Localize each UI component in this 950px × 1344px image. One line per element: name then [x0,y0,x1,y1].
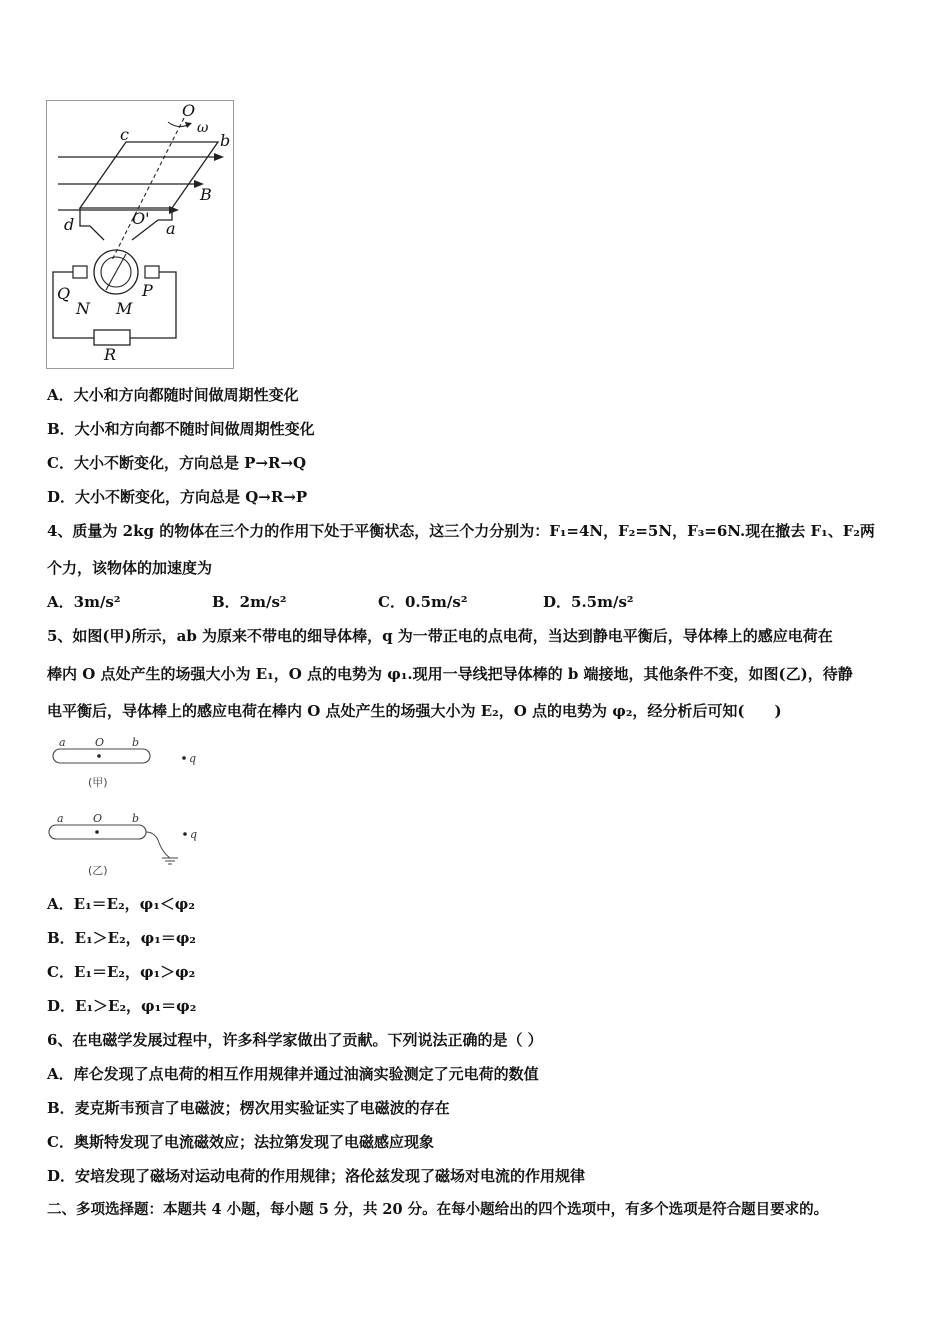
label-R: R [104,345,117,364]
q5-stem-line3: 电平衡后，导体棒上的感应电荷在棒内 O 点处产生的场强大小为 E₂，O 点的电势为 φ₂，经分析后可知( ) [47,702,782,720]
label-N: N [76,299,90,318]
q3-option-d: D．大小不断变化，方向总是 Q→R→P [47,488,308,506]
q5-stem-line1: 5、如图(甲)所示，ab 为原来不带电的细导体棒，q 为一带正电的点电荷，当达到静电平衡后，导体棒上的感应电荷在 [47,627,833,645]
label-c: c [120,125,129,144]
q3-option-c: C．大小不断变化，方向总是 P→R→Q [47,454,307,472]
jia-label-b: b [132,736,140,749]
q4-option-b: B．2m/s² [212,593,287,611]
label-M: M [116,299,133,318]
q6-option-a: A．库仑发现了点电荷的相互作用规律并通过油滴实验测定了元电荷的数值 [47,1065,539,1083]
q5-option-a: A．E₁＝E₂，φ₁＜φ₂ [47,895,195,913]
jia-label-q: q [189,752,197,765]
q5-option-c: C．E₁＝E₂，φ₁＞φ₂ [47,963,196,981]
label-B: B [200,185,212,204]
jia-label-O: O [95,736,105,749]
yi-label-q: q [190,828,198,841]
q4-stem-line2: 个力，该物体的加速度为 [47,559,213,577]
yi-label-a: a [57,812,64,825]
q3-option-b: B．大小和方向都不随时间做周期性变化 [47,420,315,438]
label-b: b [220,131,231,150]
generator-figure [46,100,235,370]
yi-caption: (乙) [88,864,108,877]
conductor-figure-jia [50,734,210,794]
label-Q: Q [57,284,71,303]
q4-option-a: A．3m/s² [47,593,121,611]
label-d: d [64,215,75,234]
conductor-figure-yi [46,812,206,880]
label-O-prime: O' [132,209,150,228]
label-a: a [166,219,176,238]
q6-stem: 6、在电磁学发展过程中，许多科学家做出了贡献。下列说法正确的是（ ） [47,1031,543,1049]
q3-option-a: A．大小和方向都随时间做周期性变化 [47,386,299,404]
section2-heading: 二、多项选择题：本题共 4 小题，每小题 5 分，共 20 分。在每小题给出的四个选项中，有多个选项是符合题目要求的。 [47,1201,829,1218]
q4-option-c: C．0.5m/s² [378,593,468,611]
label-P: P [142,281,153,300]
yi-label-b: b [132,812,140,825]
q4-option-d: D．5.5m/s² [543,593,634,611]
label-omega: ω [197,120,209,136]
jia-label-a: a [59,736,66,749]
q6-option-c: C．奥斯特发现了电流磁效应；法拉第发现了电磁感应现象 [47,1133,434,1151]
q6-option-b: B．麦克斯韦预言了电磁波；楞次用实验证实了电磁波的存在 [47,1099,450,1117]
yi-label-O: O [93,812,103,825]
q4-stem-line1: 4、质量为 2kg 的物体在三个力的作用下处于平衡状态，这三个力分别为：F₁=4N，F₂=5N，F₃=6N.现在撤去 F₁、F₂两 [47,522,875,540]
q5-option-b: B．E₁＞E₂，φ₁＝φ₂ [47,929,196,947]
q5-stem-line2: 棒内 O 点处产生的场强大小为 E₁，O 点的电势为 φ₁.现用一导线把导体棒的 b 端接地，其他条件不变，如图(乙)，待静 [47,665,853,683]
q6-option-d: D．安培发现了磁场对运动电荷的作用规律；洛伦兹发现了磁场对电流的作用规律 [47,1167,586,1185]
q5-option-d: D．E₁＞E₂，φ₁＝φ₂ [47,997,197,1015]
label-O: O [182,101,196,120]
jia-caption: (甲) [88,776,108,789]
